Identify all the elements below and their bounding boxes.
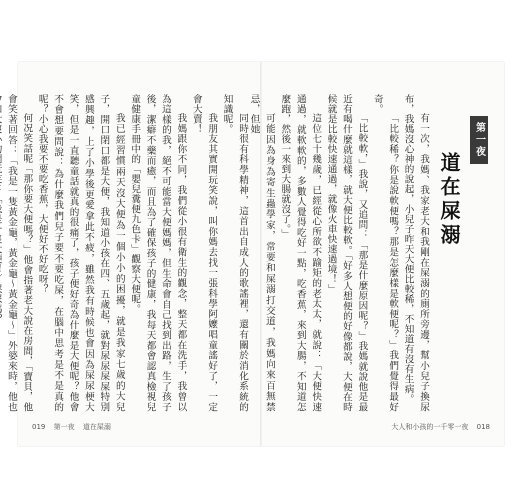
left-page-body <box>5 94 250 412</box>
running-title: 大人和小孩的一千零一夜 <box>391 423 469 431</box>
paragraph: 我朋友其實開玩笑說，叫你媽去找一張科學阿嬤唱童謠好了，一定會大賣！ <box>190 94 218 412</box>
paragraph: 「比較稀？你是說軟便嗎？那是怎麼樣是軟便呢？」我們覺得最好奇。 <box>371 94 399 412</box>
paragraph: 有一次，我媽、我家老大和我剛在屎溺的廁所旁邊，幫小兒子換尿布，我媽沒心神的說起，小兒子昨天大便比較稀，不知道有沒有生病。 <box>402 94 429 412</box>
paragraph: 這位七十幾歲，已經從心所欲不踰矩的老太太，就說：「大便快速通過，就軟軟的，多數人覺得吃好一點，吃香蕉，來到大腸，不知道怎麼跑，然後一來到大腸就沒了。」 <box>279 94 322 412</box>
paragraph: 我已經習慣兩天沒大便為一個小小的困擾，就是我家七歲的大兒子，開口閉口都是大便，我知道小孩在四、五歲起，就對尿尿屎屎特別感興趣，上了小學後更愛拿此不疲，雖然我有時候也會因為屎尿梗大笑，但是一直聽童話就真的很痛了，孩子便好奇為什麼是大便呢？他會不會想要問說：為什麼我們兒子要不要吃屎，在腦中思考是不是真的呢？小心我要不要吃香蕉，大便好不好吃呀？ <box>36 94 125 412</box>
running-chapter: 第一夜 <box>53 423 75 431</box>
paragraph: 「比較軟，」我說，又追問：「那是什麼原因呢？」我媽就說他是最近有喝什麼就這樣，就大便比較軟。「好多人想便的好像都說，大便在時候就是比較快速通過，就像火車快速過境！」 <box>325 94 368 412</box>
page-number: 018 <box>476 423 490 431</box>
left-page <box>5 62 261 446</box>
chapter-title: 道在屎溺 <box>437 152 461 248</box>
left-page-footer <box>32 422 111 432</box>
page-number: 019 <box>32 423 46 431</box>
running-title: 道在屎溺 <box>82 423 111 431</box>
book-spread <box>5 62 504 446</box>
paragraph: 何况笑話呢「那你要大便嗎？」他會指著老大說在房間，「寶貝，他會笑著回答：「我是一隻黃金龜，黃金龜～黃金龜～」外婆來時，他也 <box>5 94 33 412</box>
chapter-badge: 第一夜 <box>470 116 488 164</box>
right-page-body <box>248 94 431 412</box>
right-page <box>248 62 504 446</box>
paragraph: 同時很有科學精神，這首出自成人的歌謠裡，還有關於消化系統的知識呢。 <box>221 94 248 412</box>
right-page-footer <box>391 422 490 432</box>
paragraph: 我媽跟你不同，我們從小很有衛生的觀念，整天都在洗手，我曾以為這樣的我，絕不可能當大便媽媽，但生命會自己找到出路，生了孩子後，潔癖不藥而癒，而且為了確保孩子的健康，我每天都會認真檢視兒童健康手冊中的「嬰兒糞便九色卡」觀察大便呢。 <box>129 94 187 412</box>
paragraph: 可能因為身為寄生蟲學家，常要和屎溺打交道，我媽向來百無禁忌，但她 <box>248 94 275 412</box>
